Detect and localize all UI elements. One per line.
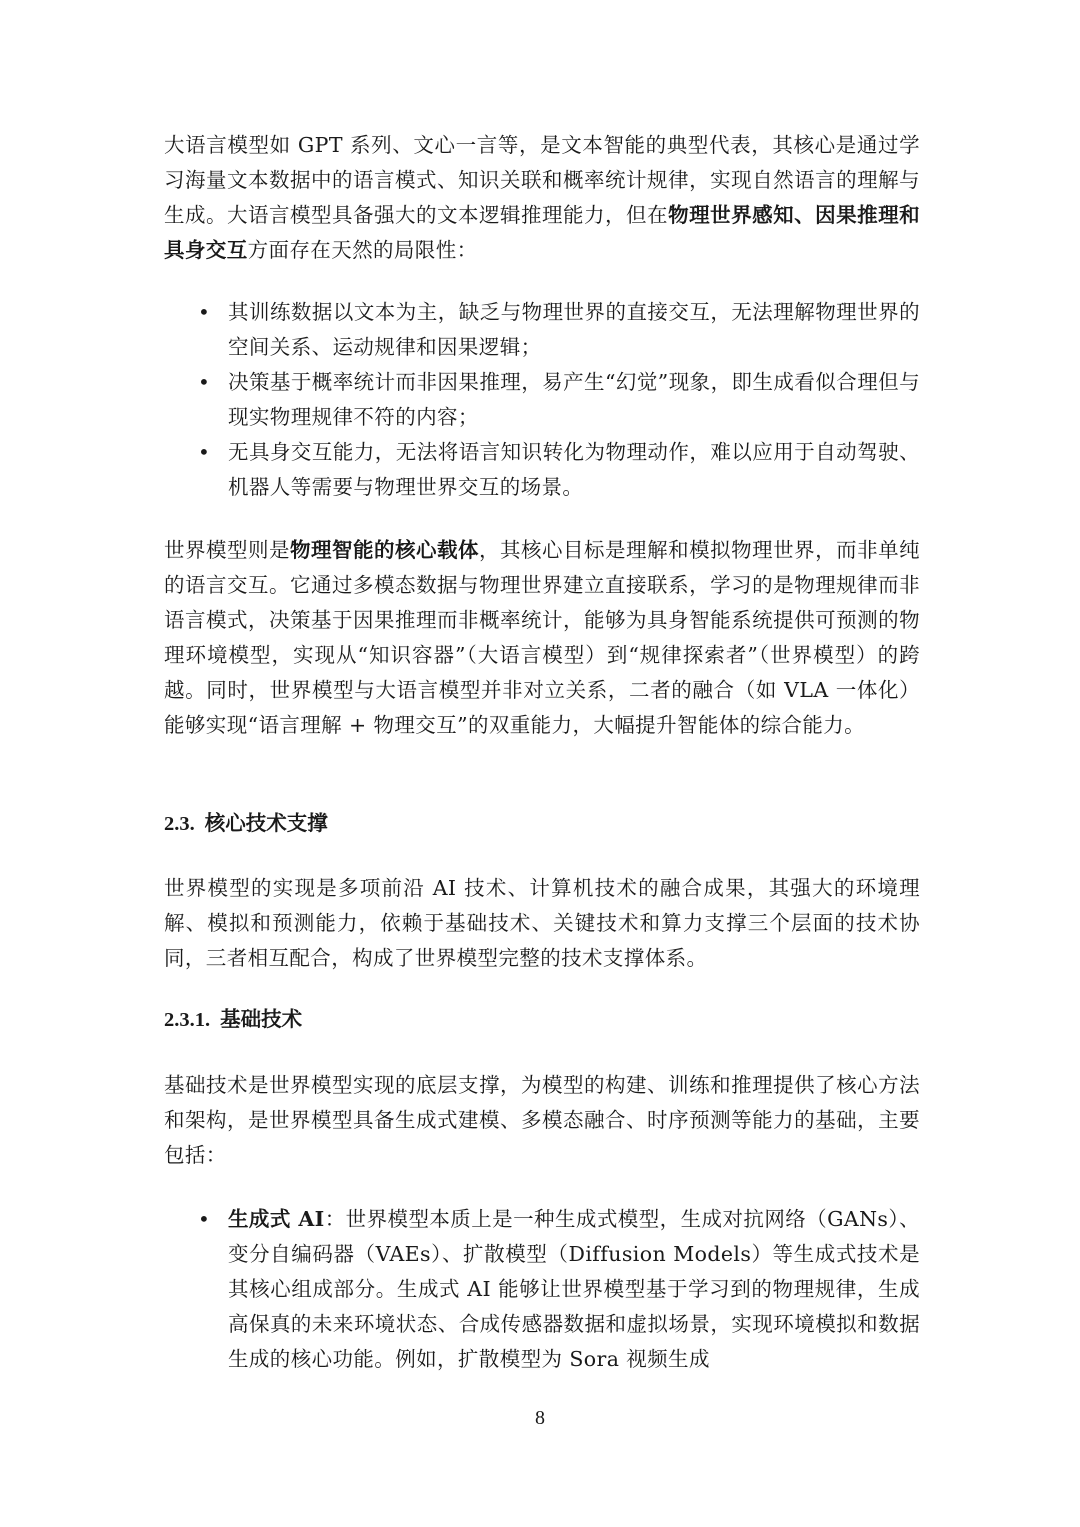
bullet-separator: ： — [324, 1207, 346, 1231]
bullet-term: 生成式 AI — [228, 1207, 325, 1231]
list-item-text: 其训练数据以文本为主，缺乏与物理世界的直接交互，无法理解物理世界的空间关系、运动规律和因果逻辑； — [228, 300, 920, 359]
list-item — [164, 1202, 920, 1377]
bullet-icon: • — [198, 440, 211, 464]
heading-title: 基础技术 — [220, 1007, 303, 1031]
p2-text-after: ，其核心目标是理解和模拟物理世界，而非单纯的语言交互。它通过多模态数据与物理世界建立直接联系，学习的是物理规律而非语言模式，决策基于因果推理而非概率统计，能够为具身智能系统提供可预测的物理环境模型，实现从“知识容器”（大语言模型）到“规律探索者”（世界模型）的跨越。同时，世界模型与大语言模型并非对立关系，二者的融合（如 VLA 一体化）能够实现“语言理解 + 物理交互”的双重能力，大幅提升智能体的综合能力。 — [164, 538, 920, 737]
heading-number: 2.3.1. — [164, 1009, 211, 1031]
paragraph-llm-limits — [164, 128, 920, 268]
page-number: 8 — [535, 1407, 545, 1429]
list-item — [164, 435, 920, 505]
list-item-text: 世界模型本质上是一种生成式模型，生成对抗网络（GANs）、变分自编码器（VAEs）、扩散模型（Diffusion Models）等生成式技术是其核心组成部分。生成式 AI 能够让世界模型基于学习到的物理规律，生成高保真的未来环境状态、合成传感器数据和虚拟场景，实现环境模拟和数据生成的核心功能。例如，扩散模型为 Sora 视频生成 — [228, 1207, 920, 1371]
heading-number: 2.3. — [164, 813, 195, 835]
list-item — [164, 295, 920, 365]
p1-bold-text: 物理世界感知、因果推理和具身交互 — [164, 203, 920, 262]
section-heading-2-3-1 — [164, 1004, 302, 1035]
bullet-icon: • — [198, 370, 211, 394]
list-item-text: 决策基于概率统计而非因果推理，易产生“幻觉”现象，即生成看似合理但与现实物理规律不符的内容； — [228, 370, 920, 429]
p1-text-after: 方面存在天然的局限性： — [247, 238, 478, 262]
list-item — [164, 365, 920, 435]
p1-text-before: 大语言模型如 GPT 系列、文心一言等，是文本智能的典型代表，其核心是通过学习海量文本数据中的语言模式、知识关联和概率统计规律，实现自然语言的理解与生成。大语言模型具备强大的文本逻辑推理能力，但在 — [164, 133, 920, 227]
p2-text-before: 世界模型则是 — [164, 538, 291, 562]
llm-limitations-list — [164, 295, 920, 505]
p2-bold-text: 物理智能的核心载体 — [290, 538, 480, 562]
section-heading-2-3 — [164, 808, 328, 839]
paragraph-world-model — [164, 533, 920, 743]
bullet-icon: • — [198, 300, 211, 324]
paragraph-tech-overview: 世界模型的实现是多项前沿 AI 技术、计算机技术的融合成果，其强大的环境理解、模拟和预测能力，依赖于基础技术、关键技术和算力支撑三个层面的技术协同，三者相互配合，构成了世界模型完整的技术支撑体系。 — [164, 876, 920, 970]
paragraph-basic-tech: 基础技术是世界模型实现的底层支撑，为模型的构建、训练和推理提供了核心方法和架构，是世界模型具备生成式建模、多模态融合、时序预测等能力的基础，主要包括： — [164, 1073, 920, 1167]
bullet-icon: • — [198, 1207, 211, 1231]
heading-title: 核心技术支撑 — [204, 811, 328, 835]
list-item-text: 无具身交互能力，无法将语言知识转化为物理动作，难以应用于自动驾驶、机器人等需要与物理世界交互的场景。 — [228, 440, 920, 499]
basic-tech-list — [164, 1202, 920, 1377]
